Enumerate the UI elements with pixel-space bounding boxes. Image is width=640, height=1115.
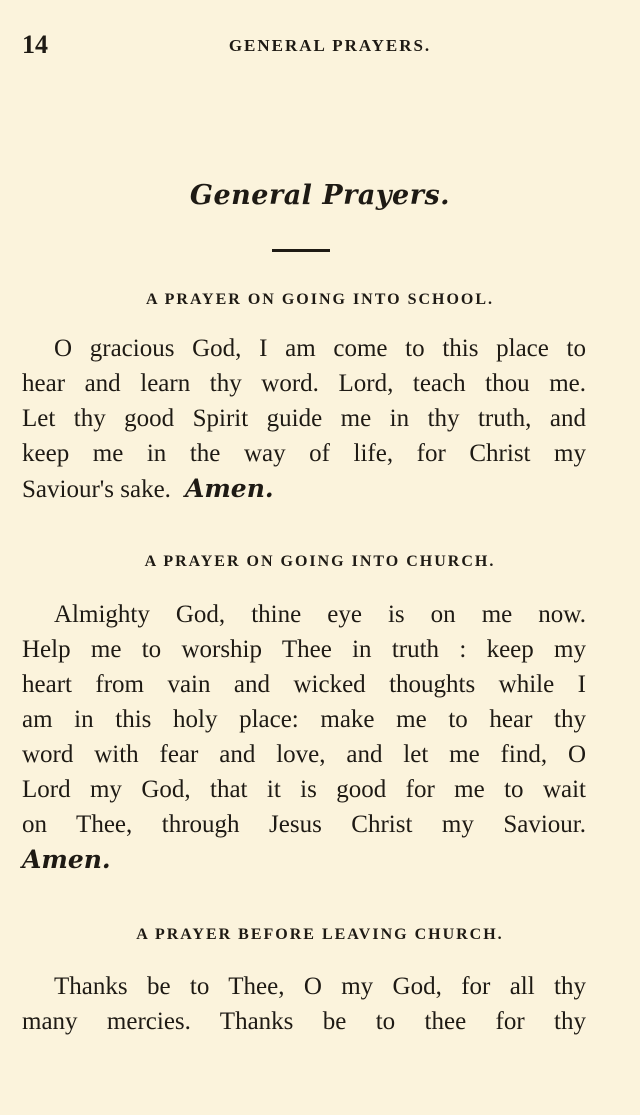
amen: Amen. [22, 845, 111, 874]
section-title-school: A PRAYER ON GOING INTO SCHOOL. [145, 291, 495, 308]
prayer-line: am in this holy place: make me to hear thy [22, 706, 586, 733]
prayer-line: heart from vain and wicked thoughts while I [22, 671, 586, 698]
prayer-line: Thanks be to Thee, O my God, for all thy [54, 973, 586, 1000]
page-heading: General Prayers. [189, 180, 451, 211]
prayer-line: Lord my God, that it is good for me to wait [22, 776, 586, 803]
prayer-line: hear and learn thy word. Lord, teach thou me. [22, 370, 586, 397]
prayer-line: on Thee, through Jesus Christ my Saviour. [22, 811, 586, 838]
prayer-line: Help me to worship Thee in truth : keep my [22, 636, 586, 663]
prayer-line: O gracious God, I am come to this place to [54, 335, 586, 362]
prayer-school [22, 331, 586, 506]
running-head [22, 30, 618, 60]
prayer-line: Almighty God, thine eye is on me now. [54, 601, 586, 628]
section-title-leaving-church: A PRAYER BEFORE LEAVING CHURCH. [136, 926, 504, 943]
prayer-church [22, 597, 586, 877]
prayer-line-last [22, 842, 586, 877]
prayer-line: many mercies. Thanks be to thee for thy [22, 1008, 586, 1035]
prayer-line: keep me in the way of life, for Christ my [22, 440, 586, 467]
section-title-church: A PRAYER ON GOING INTO CHURCH. [144, 553, 496, 570]
amen: Amen. [184, 474, 274, 503]
prayer-line: word with fear and love, and let me find, O [22, 741, 586, 768]
running-title: GENERAL PRAYERS. [228, 36, 432, 55]
prayer-line: Saviour's sake. [22, 476, 171, 503]
page-number: 14 [22, 30, 48, 59]
prayer-leaving-church [22, 969, 586, 1039]
heading-rule [272, 249, 330, 252]
prayer-line-last [22, 471, 586, 506]
prayer-line: Let thy good Spirit guide me in thy truth, and [22, 405, 586, 432]
